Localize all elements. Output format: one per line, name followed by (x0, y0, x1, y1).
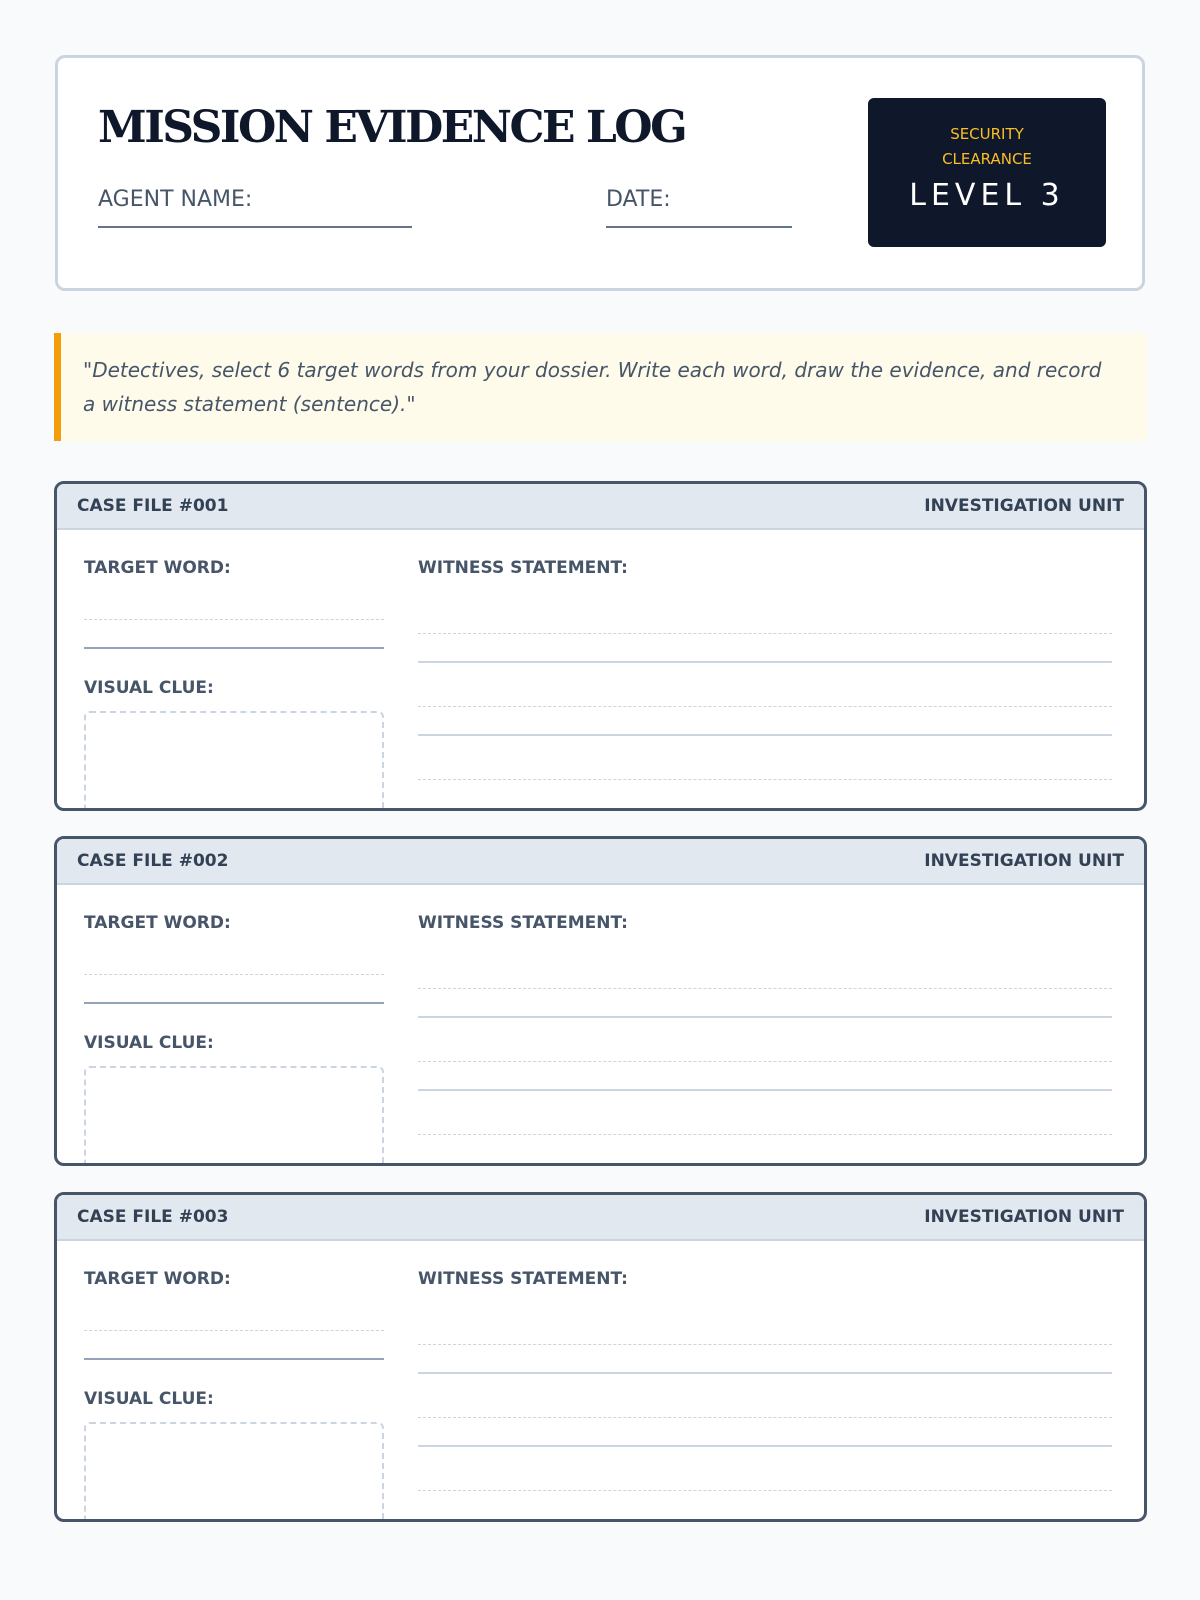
witness-guide-line (418, 1417, 1112, 1418)
witness-writing-line[interactable] (418, 1445, 1112, 1447)
witness-guide-line (418, 1344, 1112, 1345)
case-number: CASE FILE #002 (77, 851, 229, 871)
witness-guide-line (418, 633, 1112, 634)
visual-clue-box[interactable] (84, 1066, 384, 1166)
visual-clue-label: VISUAL CLUE: (84, 1033, 214, 1053)
target-word-label: TARGET WORD: (84, 913, 231, 933)
visual-clue-box[interactable] (84, 1422, 384, 1522)
case-card (54, 836, 1147, 1166)
instruction-callout: "Detectives, select 6 target words from your dossier. Write each word, draw the evidence, and record a witness statement (sentence)." (54, 333, 1147, 441)
case-header (57, 839, 1144, 885)
witness-writing-line[interactable] (418, 1089, 1112, 1091)
page-title: MISSION EVIDENCE LOG (98, 102, 686, 153)
date-field[interactable] (606, 226, 792, 228)
case-unit: INVESTIGATION UNIT (924, 1207, 1124, 1227)
case-card (54, 481, 1147, 811)
target-word-field[interactable] (84, 1002, 384, 1004)
target-word-guide (84, 974, 384, 975)
witness-guide-line (418, 1134, 1112, 1135)
witness-guide-line (418, 988, 1112, 989)
case-number: CASE FILE #001 (77, 496, 229, 516)
case-header (57, 1195, 1144, 1241)
case-unit: INVESTIGATION UNIT (924, 496, 1124, 516)
witness-statement-label: WITNESS STATEMENT: (418, 558, 628, 578)
badge-caption: SECURITY CLEARANCE (942, 125, 1032, 168)
witness-writing-line[interactable] (418, 734, 1112, 736)
witness-guide-line (418, 706, 1112, 707)
target-word-guide (84, 1330, 384, 1331)
target-word-field[interactable] (84, 647, 384, 649)
date-label: DATE: (606, 187, 671, 212)
witness-statement-label: WITNESS STATEMENT: (418, 1269, 628, 1289)
witness-guide-line (418, 779, 1112, 780)
case-unit: INVESTIGATION UNIT (924, 851, 1124, 871)
agent-name-field[interactable] (98, 226, 412, 228)
witness-writing-line[interactable] (418, 1016, 1112, 1018)
badge-level: LEVEL 3 (909, 178, 1065, 213)
case-header (57, 484, 1144, 530)
visual-clue-box[interactable] (84, 711, 384, 811)
target-word-field[interactable] (84, 1358, 384, 1360)
target-word-label: TARGET WORD: (84, 1269, 231, 1289)
visual-clue-label: VISUAL CLUE: (84, 678, 214, 698)
visual-clue-label: VISUAL CLUE: (84, 1389, 214, 1409)
case-number: CASE FILE #003 (77, 1207, 229, 1227)
witness-writing-line[interactable] (418, 1372, 1112, 1374)
case-card (54, 1192, 1147, 1522)
agent-name-label: AGENT NAME: (98, 187, 253, 212)
target-word-guide (84, 619, 384, 620)
header-card (55, 55, 1145, 291)
witness-statement-label: WITNESS STATEMENT: (418, 913, 628, 933)
security-clearance-badge (868, 98, 1106, 247)
witness-guide-line (418, 1061, 1112, 1062)
witness-writing-line[interactable] (418, 661, 1112, 663)
witness-guide-line (418, 1490, 1112, 1491)
target-word-label: TARGET WORD: (84, 558, 231, 578)
